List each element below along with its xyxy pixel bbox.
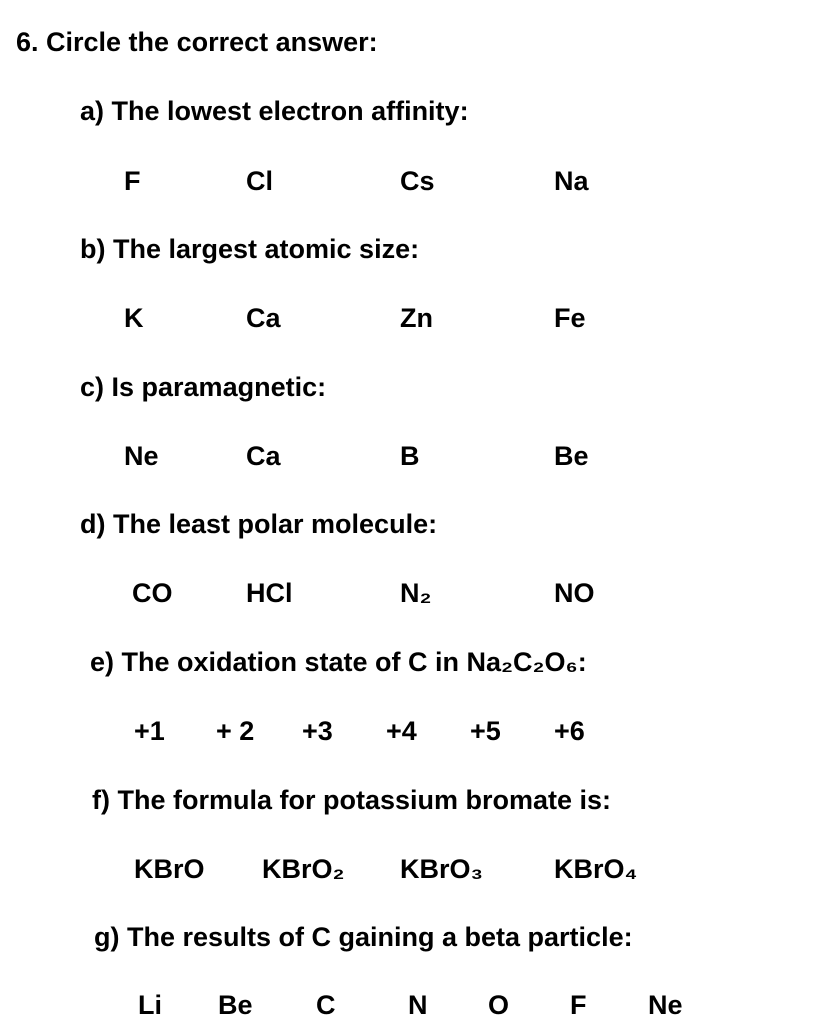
option-b-3[interactable]: Zn <box>400 303 433 333</box>
option-a-4[interactable]: Na <box>554 166 589 196</box>
question-g-prompt: g) The results of C gaining a beta particle: <box>94 922 633 952</box>
option-g-2[interactable]: Be <box>218 990 253 1020</box>
question-f-prompt: f) The formula for potassium bromate is: <box>92 785 612 815</box>
question-e-prompt: e) The oxidation state of C in Na₂C₂O₆: <box>90 647 587 677</box>
option-e-5[interactable]: +5 <box>470 716 501 746</box>
option-e-1[interactable]: +1 <box>134 716 165 746</box>
option-b-2[interactable]: Ca <box>246 303 281 333</box>
option-e-4[interactable]: +4 <box>386 716 417 746</box>
option-b-4[interactable]: Fe <box>554 303 586 333</box>
option-g-3[interactable]: C <box>316 990 336 1020</box>
option-e-2[interactable]: + 2 <box>216 716 255 746</box>
option-c-4[interactable]: Be <box>554 441 589 471</box>
option-f-4[interactable]: KBrO₄ <box>554 854 638 884</box>
option-e-3[interactable]: +3 <box>302 716 333 746</box>
option-g-6[interactable]: F <box>570 990 587 1020</box>
option-e-6[interactable]: +6 <box>554 716 585 746</box>
option-f-3[interactable]: KBrO₃ <box>400 854 483 884</box>
question-d-prompt: d) The least polar molecule: <box>80 509 438 539</box>
option-a-2[interactable]: Cl <box>246 166 273 196</box>
option-b-1[interactable]: K <box>124 303 144 333</box>
question-a-prompt: a) The lowest electron affinity: <box>80 96 469 126</box>
option-d-1[interactable]: CO <box>132 578 173 608</box>
question-b-prompt: b) The largest atomic size: <box>80 234 420 264</box>
question-c-prompt: c) Is paramagnetic: <box>80 372 327 402</box>
option-a-3[interactable]: Cs <box>400 166 435 196</box>
option-c-2[interactable]: Ca <box>246 441 281 471</box>
option-f-2[interactable]: KBrO₂ <box>262 854 345 884</box>
option-d-3[interactable]: N₂ <box>400 578 432 608</box>
option-c-1[interactable]: Ne <box>124 441 159 471</box>
option-g-1[interactable]: Li <box>138 990 162 1020</box>
option-c-3[interactable]: B <box>400 441 420 471</box>
option-g-4[interactable]: N <box>408 990 428 1020</box>
option-d-4[interactable]: NO <box>554 578 595 608</box>
option-g-7[interactable]: Ne <box>648 990 683 1020</box>
option-g-5[interactable]: O <box>488 990 510 1020</box>
option-f-1[interactable]: KBrO <box>134 854 205 884</box>
option-d-2[interactable]: HCl <box>246 578 293 608</box>
question-title: 6. Circle the correct answer: <box>16 27 378 57</box>
option-a-1[interactable]: F <box>124 166 141 196</box>
